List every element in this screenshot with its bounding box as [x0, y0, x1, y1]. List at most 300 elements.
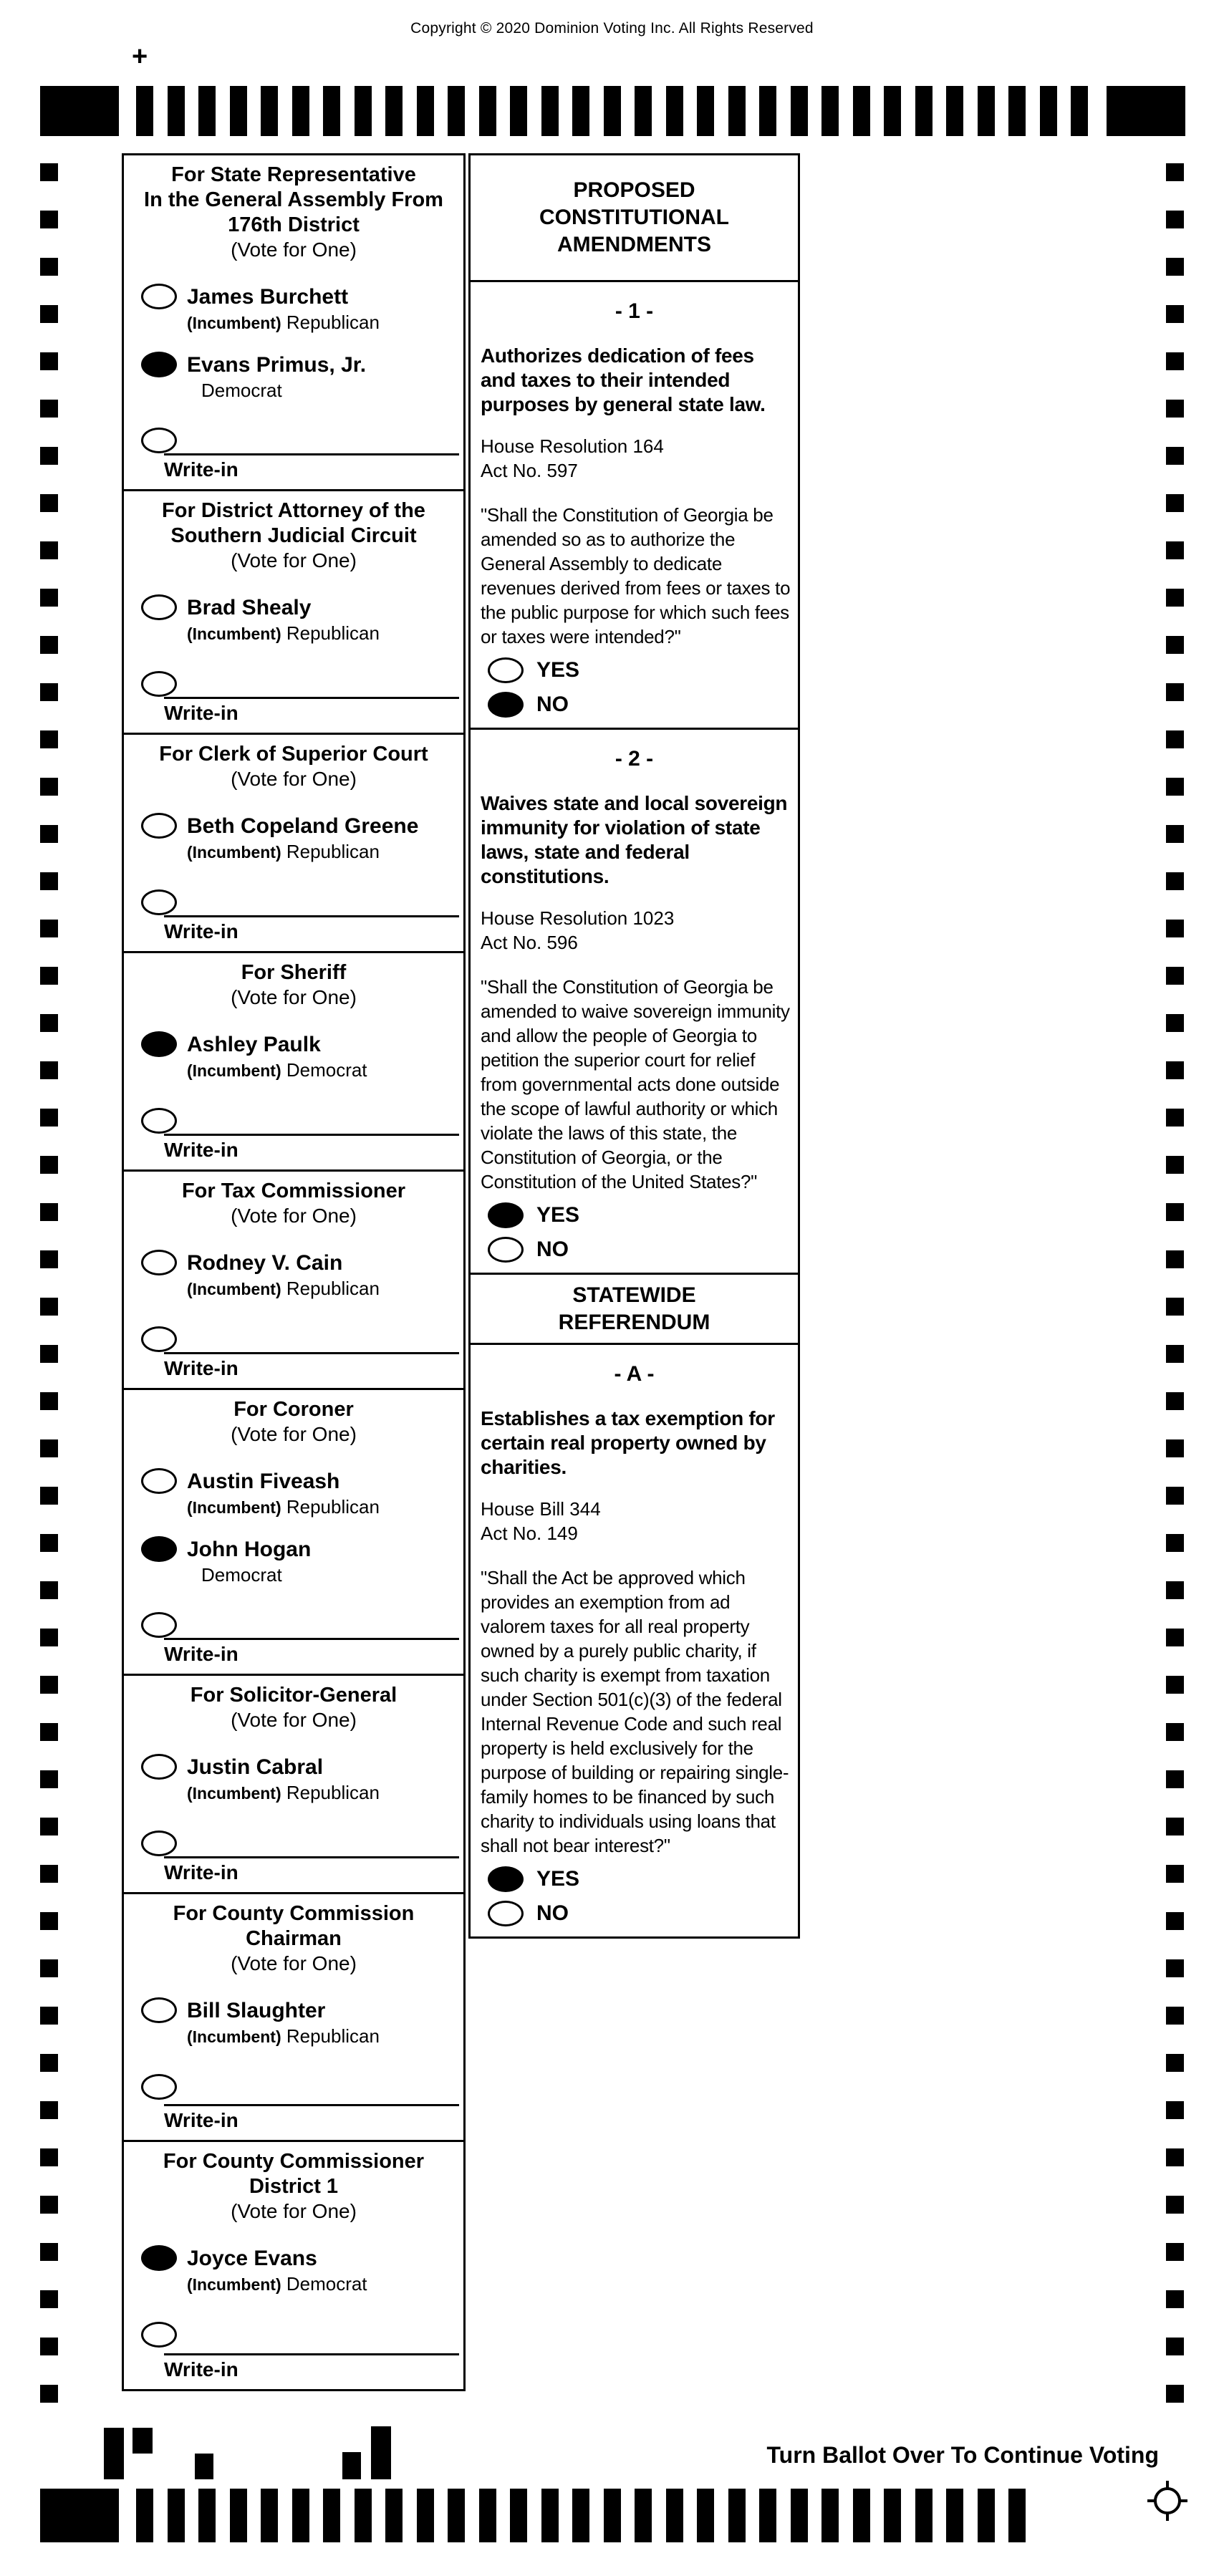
write-in-oval[interactable] — [141, 428, 177, 453]
contest-title-line: In the General Assembly From — [144, 188, 443, 211]
candidate-list — [124, 2224, 463, 2296]
timing-mark — [40, 2148, 58, 2166]
blank-option-row — [141, 671, 463, 697]
candidate-name: Beth Copeland Greene — [187, 814, 419, 838]
timing-mark — [853, 2489, 870, 2542]
write-in-line[interactable] — [164, 1856, 459, 1858]
candidate-name: Bill Slaughter — [187, 1999, 326, 2022]
vote-oval[interactable] — [141, 594, 177, 620]
measure-box — [468, 1343, 800, 1939]
write-in-label: Write-in — [164, 1861, 238, 1883]
timing-mark — [1166, 1250, 1184, 1268]
timing-mark — [417, 86, 434, 136]
candidate-row — [141, 284, 463, 334]
timing-mark — [1166, 1723, 1184, 1741]
timing-mark — [40, 1912, 58, 1930]
timing-mark — [40, 636, 58, 654]
timing-mark — [1166, 2385, 1184, 2403]
timing-mark — [168, 86, 185, 136]
timing-mark — [978, 86, 995, 136]
timing-mark — [1166, 2101, 1184, 2119]
timing-mark — [40, 1629, 58, 1646]
timing-mark — [1166, 1818, 1184, 1835]
write-in-section — [124, 1638, 463, 1674]
candidate-list — [124, 262, 463, 402]
vote-oval[interactable] — [141, 284, 177, 309]
candidate-party: Democrat — [201, 380, 282, 401]
contest-title — [124, 742, 463, 767]
write-in-section — [124, 697, 463, 733]
candidate-row — [141, 1754, 463, 1805]
section-header-line: CONSTITUTIONAL — [539, 206, 729, 229]
timing-mark — [323, 86, 340, 136]
timing-mark — [292, 2489, 309, 2542]
timing-mark — [40, 1581, 58, 1599]
timing-mark — [195, 2454, 213, 2479]
candidate-row — [141, 594, 463, 645]
contest-title-line: Chairman — [246, 1927, 342, 1950]
timing-mark — [666, 86, 683, 136]
measure-references — [481, 434, 789, 483]
contest-title — [124, 1901, 463, 1952]
timing-mark — [510, 2489, 527, 2542]
blank-option-row — [141, 428, 463, 453]
timing-mark — [915, 86, 933, 136]
timing-mark — [1166, 1439, 1184, 1457]
timing-mark — [40, 494, 58, 512]
timing-mark — [40, 1534, 58, 1552]
timing-mark — [697, 86, 714, 136]
timing-mark — [40, 86, 119, 136]
write-in-section — [124, 453, 463, 489]
timing-mark — [40, 211, 58, 228]
contest-title-line: District 1 — [249, 2175, 339, 2198]
timing-mark — [40, 2338, 58, 2355]
vote-oval[interactable] — [141, 1250, 177, 1275]
copyright-text: Copyright © 2020 Dominion Voting Inc. All Rights Reserved — [410, 20, 814, 37]
timing-mark — [1166, 1959, 1184, 1977]
vote-for-instruction: (Vote for One) — [231, 1952, 357, 1974]
contest-box — [122, 489, 466, 735]
timing-mark — [1166, 1156, 1184, 1174]
timing-mark — [40, 1723, 58, 1741]
contest-title-line: For County Commissioner — [163, 2150, 425, 2173]
vote-oval[interactable] — [141, 1754, 177, 1780]
contest-title-line: For Solicitor-General — [190, 1684, 397, 1707]
contest-box — [122, 1169, 466, 1390]
measure-reference-line: House Resolution 1023 — [481, 907, 675, 929]
timing-mark — [541, 86, 559, 136]
candidate-list — [124, 1732, 463, 1805]
vote-oval[interactable] — [141, 1997, 177, 2023]
timing-mark — [572, 2489, 589, 2542]
write-in-line[interactable] — [164, 2104, 459, 2106]
write-in-section — [124, 1352, 463, 1388]
write-in-label: Write-in — [164, 1357, 238, 1379]
timing-mark — [1008, 2489, 1026, 2542]
timing-mark — [40, 920, 58, 937]
no-choice-row — [488, 1237, 798, 1263]
candidate-list — [124, 1447, 463, 1586]
blank-option-row — [141, 1612, 463, 1638]
timing-mark — [40, 1487, 58, 1505]
timing-mark — [572, 86, 589, 136]
timing-mark — [1166, 2243, 1184, 2261]
timing-mark — [40, 1109, 58, 1127]
yes-choice-row — [488, 657, 798, 683]
write-in-oval[interactable] — [141, 671, 177, 697]
timing-mark — [1166, 872, 1184, 890]
write-in-oval[interactable] — [141, 1326, 177, 1352]
write-in-line[interactable] — [164, 915, 459, 917]
no-oval[interactable] — [488, 1237, 524, 1263]
timing-mark — [104, 2428, 124, 2479]
timing-mark — [168, 2489, 185, 2542]
timing-mark — [261, 86, 278, 136]
yes-oval-filled[interactable] — [488, 1202, 524, 1228]
contests-column — [122, 153, 466, 2391]
no-label: NO — [536, 693, 569, 716]
timing-mark — [132, 2428, 153, 2454]
timing-mark — [1166, 305, 1184, 323]
write-in-label: Write-in — [164, 2109, 238, 2131]
no-oval[interactable] — [488, 1901, 524, 1926]
timing-mark — [884, 86, 901, 136]
section-header-line: PROPOSED — [573, 178, 695, 202]
measure-box — [468, 280, 800, 730]
timing-mark — [230, 2489, 247, 2542]
measure-references — [481, 1497, 789, 1545]
write-in-label: Write-in — [164, 458, 238, 481]
candidate-row — [141, 1031, 463, 1082]
write-in-section — [124, 1856, 463, 1892]
timing-mark — [1166, 541, 1184, 559]
timing-mark — [1166, 352, 1184, 370]
timing-mark — [1166, 1770, 1184, 1788]
contest-title-line: 176th District — [228, 213, 360, 236]
contest-title-line: For Sheriff — [241, 961, 347, 984]
timing-mark — [1166, 211, 1184, 228]
section-header-line: STATEWIDE — [572, 1283, 696, 1307]
timing-mark — [1166, 1014, 1184, 1032]
timing-mark — [604, 86, 621, 136]
timing-mark — [510, 86, 527, 136]
measure-reference-line: House Bill 344 — [481, 1498, 601, 1520]
timing-mark — [40, 163, 58, 181]
measure-number: - 1 - — [615, 299, 654, 323]
timing-mark — [697, 2489, 714, 2542]
contest-title-line: For State Representative — [171, 163, 416, 186]
contest-title — [124, 960, 463, 985]
contest-title — [124, 163, 463, 238]
timing-mark — [40, 258, 58, 276]
contest-title — [124, 2149, 463, 2199]
candidate-name: Rodney V. Cain — [187, 1251, 343, 1275]
timing-mark — [448, 2489, 465, 2542]
write-in-oval[interactable] — [141, 2322, 177, 2348]
timing-mark — [791, 2489, 808, 2542]
timing-mark — [40, 2101, 58, 2119]
timing-mark — [40, 730, 58, 748]
vote-oval-filled[interactable] — [141, 2245, 177, 2271]
timing-mark — [40, 2385, 58, 2403]
timing-mark — [946, 86, 963, 136]
timing-mark — [40, 1392, 58, 1410]
contest-title-line: For Clerk of Superior Court — [159, 743, 428, 766]
write-in-label: Write-in — [164, 1643, 238, 1665]
timing-mark — [40, 2007, 58, 2025]
timing-mark — [479, 2489, 496, 2542]
incumbent-label: (Incumbent) — [187, 2027, 281, 2046]
timing-mark — [1166, 2054, 1184, 2072]
timing-mark — [1166, 1534, 1184, 1552]
timing-mark — [342, 2452, 361, 2479]
vote-oval-filled[interactable] — [141, 1031, 177, 1057]
measure-question: "Shall the Act be approved which provides an exemption from ad valorem taxes for all real property owned by a purely public charity, if such charity is exempt from taxation under Section 501(c)(3) of the federal Internal Revenue Code and such real property is held exclusively for the purpose of building or repairing single-family homes to be financed by such charity to individuals using loans that shall not bear interest?" — [481, 1567, 789, 1856]
contest-box — [122, 1892, 466, 2142]
contest-title — [124, 1179, 463, 1204]
write-in-line[interactable] — [164, 1352, 459, 1354]
yes-choice-row — [488, 1866, 798, 1892]
candidate-name: Evans Primus, Jr. — [187, 353, 367, 377]
timing-mark — [1166, 494, 1184, 512]
timing-mark — [1166, 636, 1184, 654]
contest-title-line: Southern Judicial Circuit — [170, 524, 417, 547]
measure-question: "Shall the Constitution of Georgia be amended to waive sovereign immunity and allow the people of Georgia to petition the superior court for relief from governmental acts done outside the scope of lawful authority or which violate the laws of this state, the Constitution of Georgia, or the Constitution of the United States?" — [481, 976, 790, 1192]
timing-mark — [1166, 825, 1184, 843]
timing-mark — [1166, 1061, 1184, 1079]
measure-choices — [471, 1194, 798, 1273]
timing-mark — [1166, 1345, 1184, 1363]
measure-number: - A - — [614, 1362, 655, 1386]
timing-mark — [1166, 1203, 1184, 1221]
candidate-party: (Incumbent) Democrat — [187, 2273, 367, 2295]
timing-mark — [385, 2489, 403, 2542]
timing-mark — [1166, 2290, 1184, 2308]
timing-mark — [1166, 2148, 1184, 2166]
incumbent-label: (Incumbent) — [187, 843, 281, 862]
timing-mark — [821, 86, 839, 136]
no-choice-row — [488, 692, 798, 718]
contest-title-line: For County Commission — [173, 1902, 415, 1925]
timing-mark — [230, 86, 247, 136]
vote-oval[interactable] — [141, 813, 177, 839]
timing-mark — [40, 447, 58, 465]
vote-for-instruction: (Vote for One) — [231, 2200, 357, 2222]
timing-mark — [40, 2489, 119, 2542]
vote-oval[interactable] — [141, 1468, 177, 1494]
timing-mark — [40, 589, 58, 607]
incumbent-label: (Incumbent) — [187, 1498, 281, 1517]
candidate-name: Ashley Paulk — [187, 1033, 321, 1056]
measure-summary: Authorizes dedication of fees and taxes to their intended purposes by general state law. — [481, 344, 766, 415]
timing-mark — [604, 2489, 621, 2542]
timing-mark — [261, 2489, 278, 2542]
timing-mark — [40, 1818, 58, 1835]
timing-mark — [541, 2489, 559, 2542]
timing-mark — [40, 1676, 58, 1694]
timing-mark — [1166, 778, 1184, 796]
timing-mark — [1071, 86, 1088, 136]
contest-title-line: For District Attorney of the — [162, 499, 425, 522]
timing-mark — [448, 86, 465, 136]
measure-summary: Establishes a tax exemption for certain real property owned by charities. — [481, 1407, 775, 1478]
candidate-party: (Incumbent) Democrat — [187, 1059, 367, 1081]
vote-for-instruction: (Vote for One) — [231, 549, 357, 571]
candidate-party: (Incumbent) Republican — [187, 1278, 380, 1299]
candidate-party: (Incumbent) Republican — [187, 1782, 380, 1803]
yes-label: YES — [536, 1867, 580, 1891]
vote-for-instruction: (Vote for One) — [231, 1709, 357, 1731]
timing-mark — [40, 305, 58, 323]
candidate-list — [124, 1228, 463, 1301]
measure-choices — [471, 1858, 798, 1936]
candidate-party: Democrat — [201, 1564, 282, 1586]
timing-mark — [40, 2196, 58, 2214]
timing-mark — [40, 967, 58, 985]
no-oval-filled[interactable] — [488, 692, 524, 718]
incumbent-label: (Incumbent) — [187, 624, 281, 643]
write-in-label: Write-in — [164, 1139, 238, 1161]
timing-mark — [728, 2489, 746, 2542]
blank-option-row — [141, 1830, 463, 1856]
candidate-row — [141, 2245, 463, 2296]
timing-mark — [1166, 1298, 1184, 1316]
timing-mark — [1166, 1581, 1184, 1599]
timing-mark — [728, 86, 746, 136]
write-in-label: Write-in — [164, 702, 238, 724]
candidate-row — [141, 813, 463, 864]
write-in-line[interactable] — [164, 453, 459, 455]
timing-mark — [40, 2243, 58, 2261]
candidate-name: Brad Shealy — [187, 596, 312, 619]
contest-box — [122, 2140, 466, 2391]
timing-mark — [40, 683, 58, 701]
timing-mark — [1166, 2007, 1184, 2025]
write-in-oval[interactable] — [141, 1108, 177, 1134]
timing-mark — [978, 2489, 995, 2542]
vote-oval-filled[interactable] — [141, 352, 177, 377]
candidate-name: John Hogan — [187, 1538, 312, 1561]
timing-mark — [666, 2489, 683, 2542]
measure-choices — [471, 649, 798, 728]
candidate-row — [141, 1997, 463, 2048]
incumbent-label: (Incumbent) — [187, 1061, 281, 1080]
timing-mark — [40, 400, 58, 418]
timing-mark — [136, 86, 153, 136]
timing-mark — [1166, 2338, 1184, 2355]
measure-box — [468, 728, 800, 1275]
section-header-line: AMENDMENTS — [557, 233, 711, 256]
vote-for-instruction: (Vote for One) — [231, 238, 357, 261]
blank-option-row — [141, 889, 463, 915]
write-in-oval[interactable] — [141, 889, 177, 915]
timing-mark — [323, 2489, 340, 2542]
candidate-row — [141, 1250, 463, 1301]
blank-option-row — [141, 2074, 463, 2100]
timing-mark — [1166, 1629, 1184, 1646]
timing-mark — [40, 1439, 58, 1457]
incumbent-label: (Incumbent) — [187, 1784, 281, 1803]
candidate-list — [124, 791, 463, 864]
candidate-name: James Burchett — [187, 285, 349, 309]
timing-mark — [1166, 1676, 1184, 1694]
write-in-oval[interactable] — [141, 1830, 177, 1856]
no-label: NO — [536, 1901, 569, 1925]
sheet-number-label: 32 — [381, 2433, 392, 2445]
incumbent-label: (Incumbent) — [187, 2275, 281, 2294]
write-in-section — [124, 1134, 463, 1169]
candidate-row — [141, 352, 463, 402]
timing-mark — [1166, 1392, 1184, 1410]
vote-for-instruction: (Vote for One) — [231, 986, 357, 1008]
write-in-section — [124, 2353, 463, 2389]
measures-column — [468, 153, 800, 1939]
timing-mark — [385, 86, 403, 136]
write-in-section — [124, 2104, 463, 2140]
registration-plus-mark: + — [132, 42, 148, 72]
referendum-section-header — [468, 1273, 800, 1345]
timing-mark — [853, 86, 870, 136]
timing-mark — [1008, 86, 1026, 136]
timing-mark — [417, 2489, 434, 2542]
timing-mark — [1166, 258, 1184, 276]
write-in-label: Write-in — [164, 920, 238, 942]
write-in-line[interactable] — [164, 2353, 459, 2355]
yes-oval-filled[interactable] — [488, 1866, 524, 1892]
candidate-list — [124, 1010, 463, 1082]
contest-box — [122, 1388, 466, 1676]
candidate-party: (Incumbent) Republican — [187, 622, 380, 644]
timing-mark — [40, 1014, 58, 1032]
vote-for-instruction: (Vote for One) — [231, 768, 357, 790]
timing-mark — [40, 1959, 58, 1977]
yes-oval[interactable] — [488, 657, 524, 683]
candidate-name: Austin Fiveash — [187, 1470, 340, 1493]
timing-mark — [635, 86, 652, 136]
write-in-oval[interactable] — [141, 2074, 177, 2100]
timing-mark — [1166, 2196, 1184, 2214]
write-in-line[interactable] — [164, 697, 459, 699]
measure-references — [481, 906, 789, 955]
vote-oval-filled[interactable] — [141, 1536, 177, 1562]
contest-title-line: For Tax Commissioner — [181, 1180, 406, 1202]
candidate-party: (Incumbent) Republican — [187, 1496, 380, 1518]
timing-mark — [40, 872, 58, 890]
timing-mark — [1166, 683, 1184, 701]
measure-question: "Shall the Constitution of Georgia be amended so as to authorize the General Assembly to dedicate revenues derived from fees or taxes to the public purpose for which such fees or taxes were intended?" — [481, 504, 791, 647]
timing-mark — [1166, 447, 1184, 465]
timing-mark — [40, 825, 58, 843]
candidate-row — [141, 1468, 463, 1519]
timing-mark — [40, 1061, 58, 1079]
timing-mark — [946, 2489, 963, 2542]
timing-mark — [1166, 1865, 1184, 1883]
timing-mark — [1166, 163, 1184, 181]
timing-mark — [1040, 86, 1057, 136]
registration-crosshair-icon — [1147, 2481, 1187, 2521]
write-in-line[interactable] — [164, 1134, 459, 1136]
yes-label: YES — [536, 1203, 580, 1227]
timing-mark — [355, 86, 372, 136]
contest-title — [124, 1683, 463, 1708]
write-in-line[interactable] — [164, 1638, 459, 1640]
write-in-oval[interactable] — [141, 1612, 177, 1638]
timing-mark — [40, 2054, 58, 2072]
measure-reference-line: Act No. 597 — [481, 460, 578, 481]
measure-reference-line: Act No. 149 — [481, 1523, 578, 1544]
timing-mark — [40, 541, 58, 559]
